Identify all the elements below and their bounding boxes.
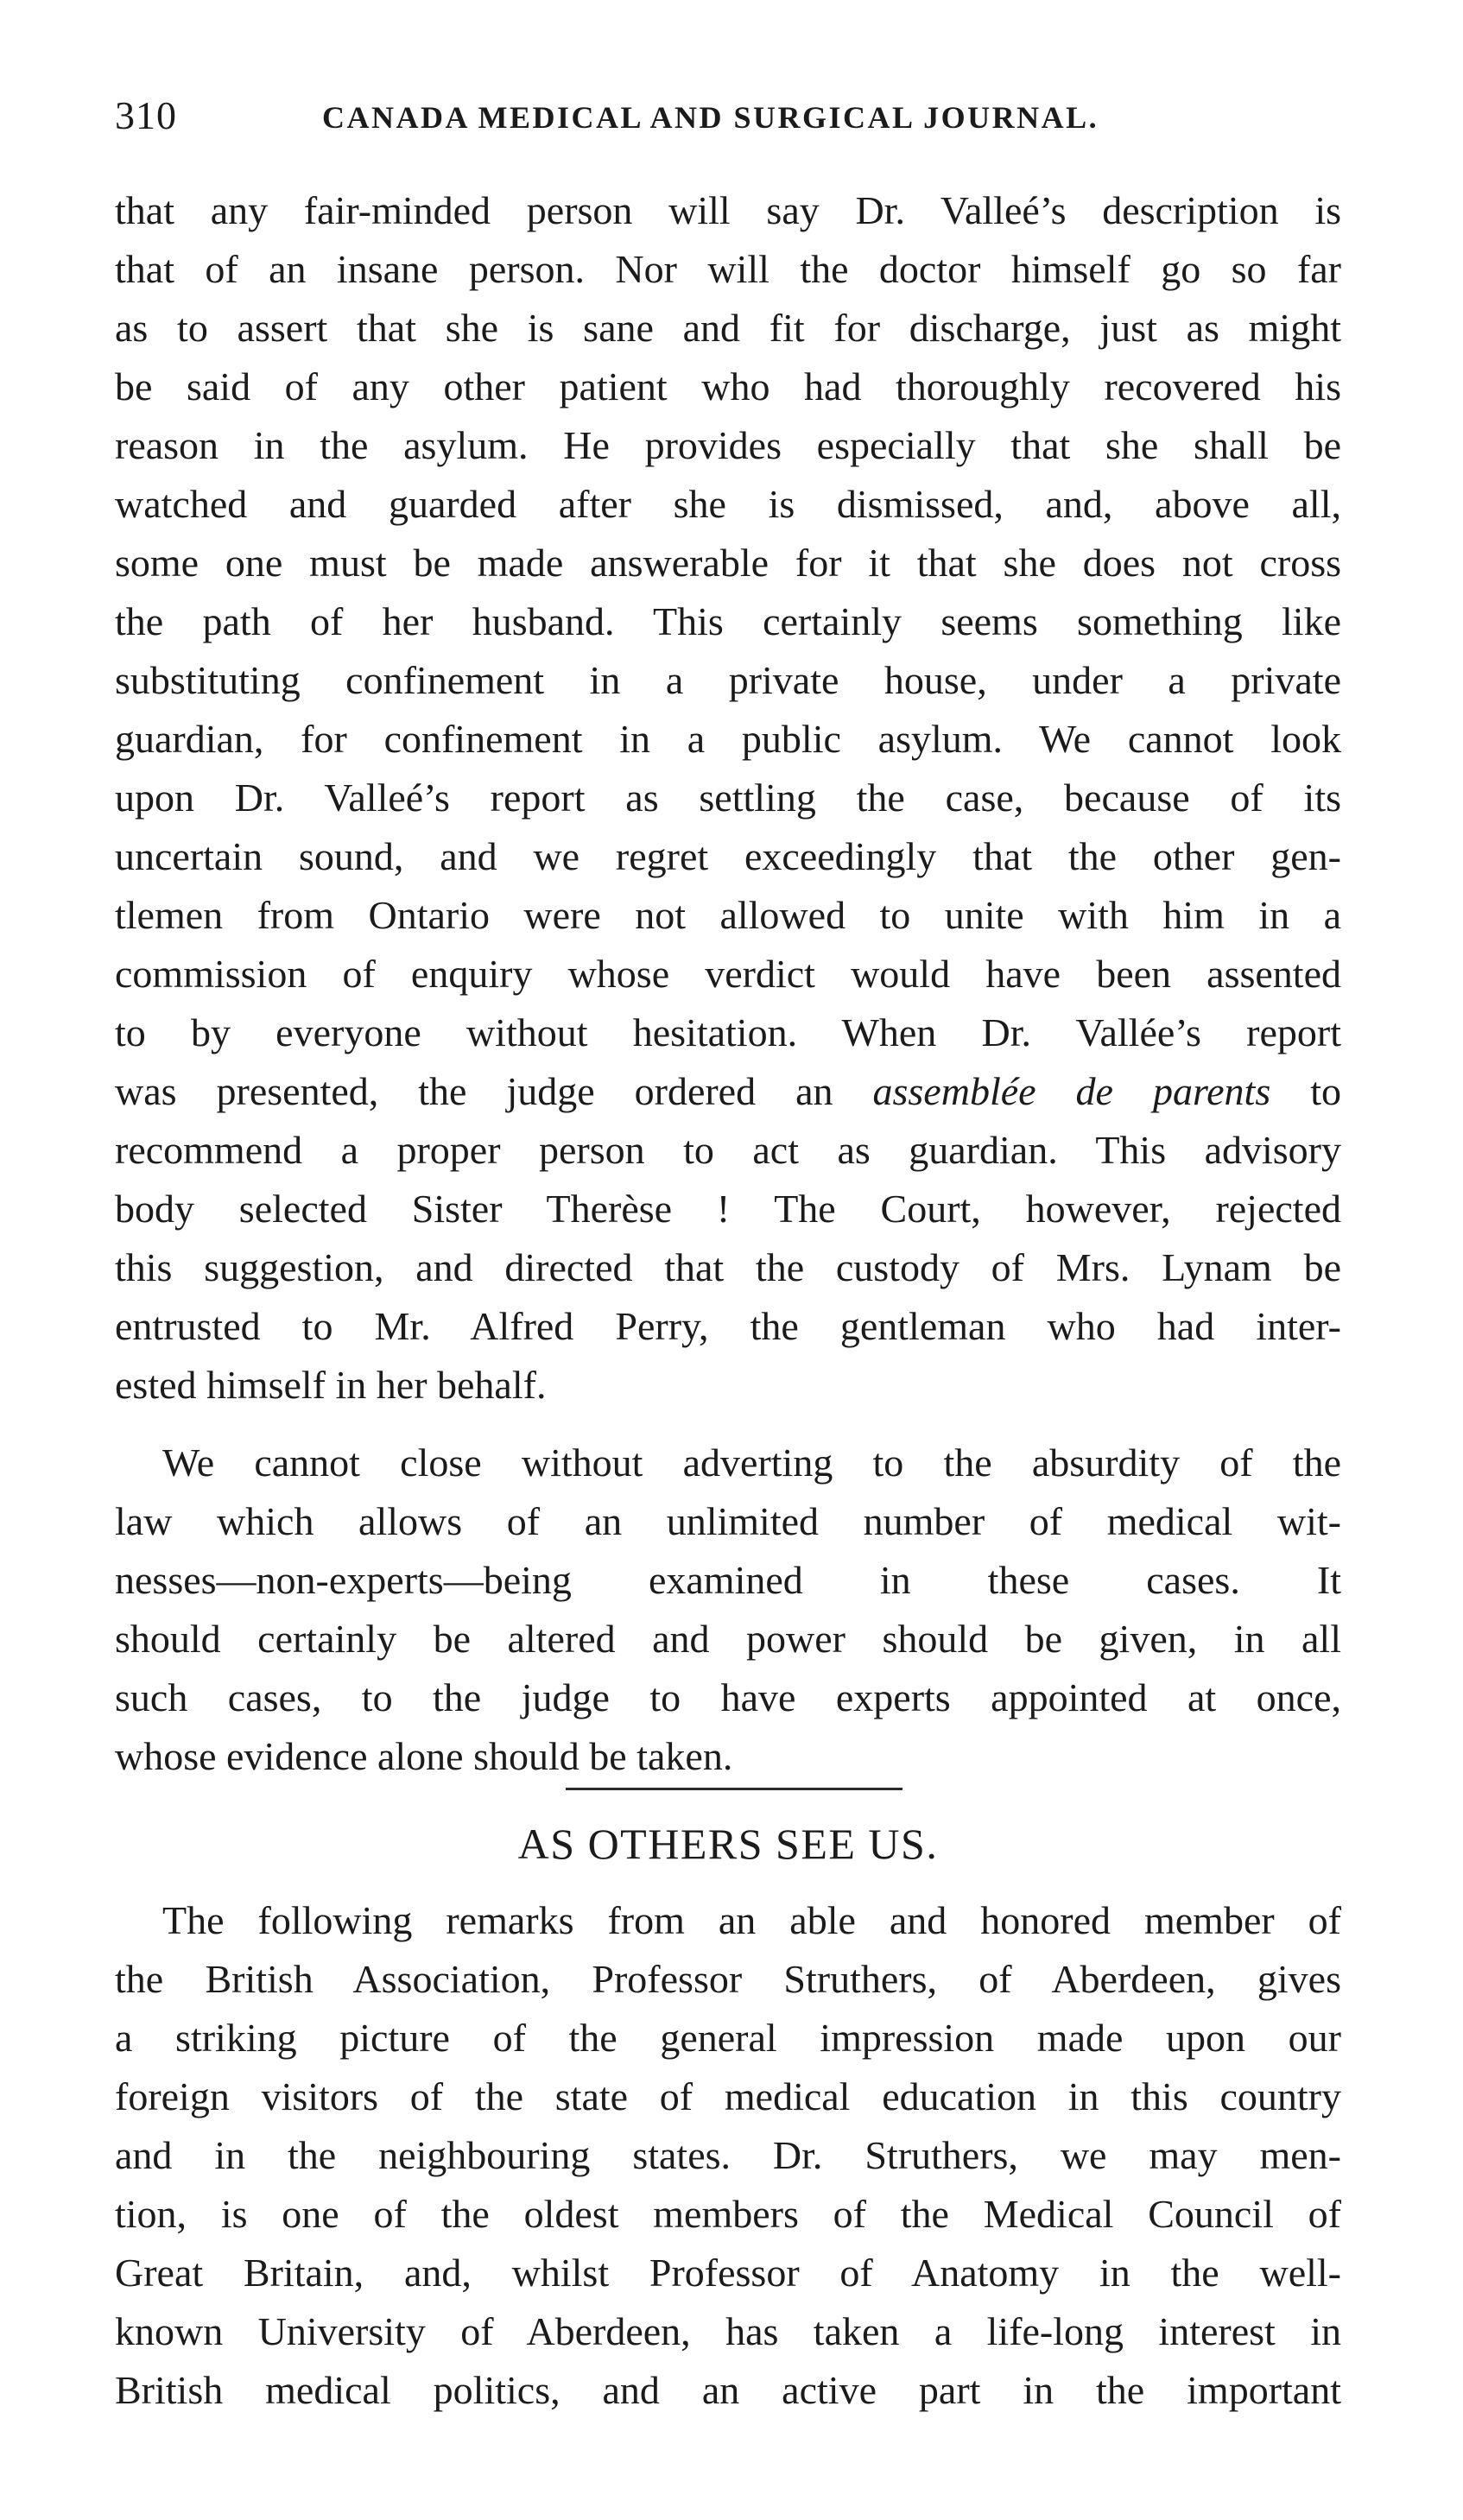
text-line: known University of Aberdeen, has taken a life-long interest in — [115, 2309, 1341, 2353]
text-line: tlemen from Ontario were not allowed to unite with him in a — [115, 893, 1341, 937]
text-line-with-italic — [115, 1062, 1341, 1121]
journal-title: CANADA MEDICAL AND SURGICAL JOURNAL. — [322, 100, 1099, 135]
text-line: ested himself in her behalf. — [115, 1363, 547, 1407]
text-line: entrusted to Mr. Alfred Perry, the gentleman who had inter- — [115, 1304, 1341, 1348]
running-head — [115, 90, 1341, 142]
text-line: nesses—non-experts—being examined in these cases. It — [115, 1558, 1341, 1602]
text-line: watched and guarded after she is dismissed, and, above all, — [115, 482, 1341, 526]
page-number: 310 — [115, 93, 177, 137]
text-line: recommend a proper person to act as guardian. This advisory — [115, 1128, 1341, 1172]
text-line: substituting confinement in a private house, under a private — [115, 658, 1341, 702]
text-line: commission of enquiry whose verdict would have been assented — [115, 952, 1341, 996]
section-divider — [566, 1788, 902, 1790]
text-line: body selected Sister Therèse ! The Court, however, rejected — [115, 1187, 1341, 1231]
paragraph-medical-witnesses — [115, 1434, 1341, 1786]
text-line: whose evidence alone should be taken. — [115, 1734, 733, 1778]
text-line: some one must be made answerable for it that she does not cross — [115, 541, 1341, 585]
text-line: this suggestion, and directed that the custody of Mrs. Lynam be — [115, 1245, 1341, 1289]
text-line: as to assert that she is sane and fit for discharge, just as might — [115, 306, 1341, 350]
text-line: reason in the asylum. He provides especially that she shall be — [115, 423, 1341, 467]
section-heading: AS OTHERS SEE US. — [517, 1820, 939, 1868]
text-line: the British Association, Professor Struthers, of Aberdeen, gives — [115, 1957, 1341, 2001]
text-line: should certainly be altered and power should be given, in all — [115, 1617, 1341, 1661]
line-text: was presented, the judge ordered an — [115, 1069, 873, 1113]
text-line: The following remarks from an able and honored member of — [162, 1898, 1341, 1942]
text-line: law which allows of an unlimited number of medical wit- — [115, 1499, 1341, 1543]
text-line: be said of any other patient who had thoroughly recovered his — [115, 364, 1341, 408]
text-line: such cases, to the judge to have experts appointed at once, — [115, 1675, 1341, 1719]
text-line: foreign visitors of the state of medical education in this country — [115, 2074, 1341, 2118]
text-line: to by everyone without hesitation. When Dr. Vallée’s report — [115, 1010, 1341, 1054]
text-line: and in the neighbouring states. Dr. Struthers, we may men- — [115, 2133, 1341, 2177]
text-line: We cannot close without adverting to the absurdity of the — [162, 1440, 1341, 1485]
text-line: Great Britain, and, whilst Professor of Anatomy in the well- — [115, 2251, 1341, 2295]
text-line: tion, is one of the oldest members of the Medical Council of — [115, 2192, 1341, 2236]
text-line: that of an insane person. Nor will the doctor himself go so far — [115, 247, 1341, 291]
line-text: to — [1270, 1069, 1342, 1113]
paragraph-lynam-case — [115, 181, 1341, 1415]
italic-phrase: assemblée de parents — [872, 1069, 1271, 1113]
text-line: a striking picture of the general impression made upon our — [115, 2016, 1341, 2060]
text-line: guardian, for confinement in a public asylum. We cannot look — [115, 717, 1341, 761]
text-line: British medical politics, and an active part in the important — [115, 2368, 1341, 2412]
text-line: upon Dr. Valleé’s report as settling the case, because of its — [115, 776, 1341, 820]
text-line: that any fair-minded person will say Dr. Valleé’s description is — [115, 188, 1341, 232]
text-line: the path of her husband. This certainly seems something like — [115, 599, 1341, 643]
text-line: uncertain sound, and we regret exceedingly that the other gen- — [115, 834, 1341, 878]
paragraph-struthers — [115, 1891, 1341, 2420]
